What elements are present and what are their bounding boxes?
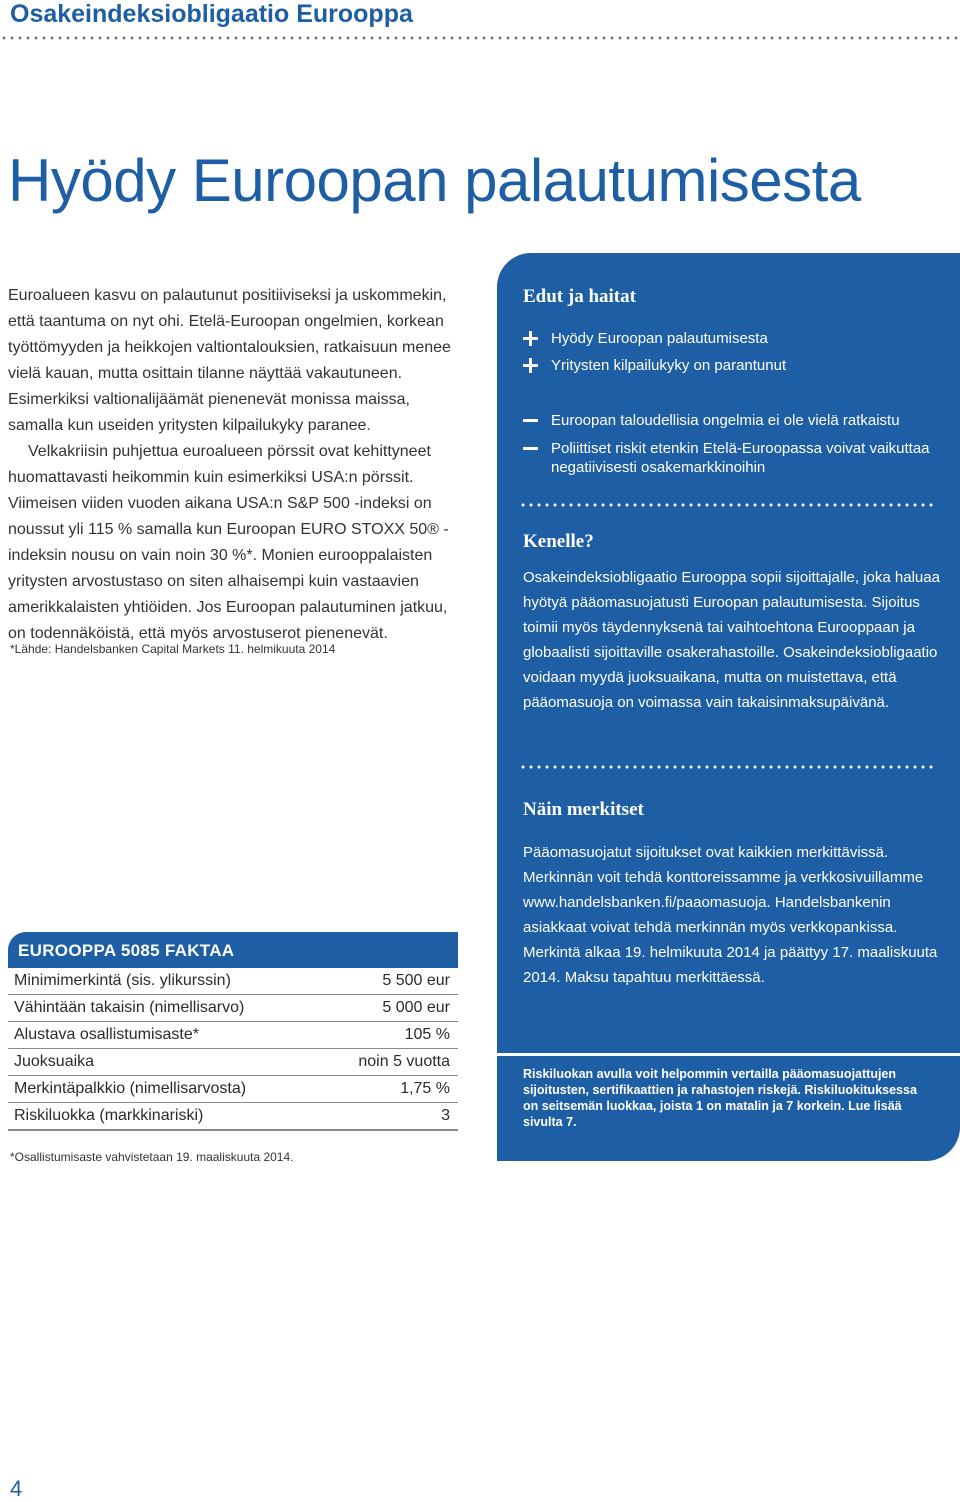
- info-panel: [497, 253, 960, 1158]
- facts-label: Alustava osallistumisaste*: [14, 1026, 199, 1043]
- facts-label: Minimimerkintä (sis. ylikurssin): [14, 972, 231, 989]
- pro-item-text: Yritysten kilpailukyky on parantunut: [551, 357, 787, 374]
- facts-label: Riskiluokka (markkinariski): [14, 1107, 204, 1124]
- document-header-title: Osakeindeksiobligaatio Eurooppa: [10, 0, 413, 28]
- page-title: Hyödy Euroopan palautumisesta: [8, 147, 861, 214]
- facts-value: noin 5 vuotta: [358, 1053, 450, 1070]
- facts-label: Merkintäpalkkio (nimellisarvosta): [14, 1080, 247, 1097]
- minus-icon: [523, 411, 539, 431]
- minus-icon: [523, 439, 539, 459]
- intro-paragraph-1: Euroalueen kasvu on palautunut positiiviseksi ja uskommekin, että taantuma on nyt ohi. Etelä-Euroopan ongelmien, korkean työttömyyden ja heikkojen valtiontalouksien, ratkaisuun menee vielä kauan, mutta osittain tilanne näyttää vakautuneen. Esimerkiksi valtionalijäämät pienenevät monissa maissa, samalla kun useiden yritysten kilpailukyky paranee.: [8, 287, 451, 434]
- intro-paragraph-2: Velkakriisin puhjettua euroalueen pörssit ovat kehittyneet huomattavasti heikommin kuin esimerkiksi USA:n pörssit. Viimeisen viiden vuoden aikana USA:n S&P 500 -indeksi on noussut yli 115 % samalla kun Euroopan EURO STOXX 50® -indeksin nousu on vain noin 30 %*. Monien eurooppalaisten yritysten arvostustaso on siten alhaisempi kuin vastaavien amerikkalaisten yhtiöiden. Jos Euroopan palautuminen jatkuu, on todennäköistä, että myös arvostuserot pienenevät.: [8, 443, 449, 642]
- con-item-text: Poliittiset riskit etenkin Etelä-Euroopassa voivat vaikuttaa negatiivisesti osakemarkkinoihin: [551, 440, 930, 476]
- facts-footnote: *Osallistumisaste vahvistetaan 19. maaliskuuta 2014.: [10, 1150, 294, 1164]
- pros-cons-heading: Edut ja haitat: [523, 286, 636, 307]
- panel-dotted-divider: [519, 765, 935, 769]
- facts-value: 3: [441, 1107, 450, 1124]
- header-dotted-divider: [0, 36, 960, 40]
- plus-icon: [523, 356, 539, 376]
- intro-text: [8, 283, 468, 647]
- facts-row: [8, 1076, 458, 1103]
- facts-label: Juoksuaika: [14, 1053, 95, 1070]
- facts-value: 5 500 eur: [382, 972, 450, 989]
- for-whom-heading: Kenelle?: [523, 531, 594, 552]
- facts-table: [8, 968, 458, 1131]
- page-number: 4: [10, 1476, 23, 1501]
- facts-row: [8, 1049, 458, 1076]
- facts-value: 1,75 %: [400, 1080, 450, 1097]
- subscribe-text: Pääomasuojatut sijoitukset ovat kaikkien merkittävissä. Merkinnän voit tehdä konttoreissamme ja verkkosivuillamme www.handelsbanken.fi/paaomasuoja. Handelsbankenin asiakkaat voivat tehdä merkinnän myös verkkopankissa. Merkintä alkaa 19. helmikuuta 2014 ja päättyy 17. maaliskuuta 2014. Maksu tapahtuu merkittäessä.: [523, 844, 938, 986]
- for-whom-text: Osakeindeksiobligaatio Eurooppa sopii sijoittajalle, joka haluaa hyötyä pääomasuojatusti Euroopan palautumisesta. Sijoitus toimii myös täydennyksenä tai vaihtoehtona Eurooppaan ja globaalisti sijoittaville osakerahastoille. Osakeindeksiobligaatio voidaan myydä juoksuaikana, mutta on muistettava, että pääomasuoja on voimassa vain takaisinmaksupäivänä.: [523, 569, 940, 711]
- facts-label: Vähintään takaisin (nimellisarvo): [14, 999, 245, 1016]
- facts-value: 5 000 eur: [382, 999, 450, 1016]
- facts-header: [8, 932, 458, 968]
- facts-title: EUROOPPA 5085 FAKTAA: [18, 941, 235, 960]
- subscribe-heading: Näin merkitset: [523, 799, 644, 820]
- risk-info-text: Riskiluokan avulla voit helpommin vertailla pääomasuojattujen sijoitusten, sertifikaattien ja rahastojen riskejä. Riskiluokituksessa on seitsemän luokkaa, joista 1 on matalin ja 7 korkein. Lue lisää sivulta 7.: [523, 1067, 917, 1129]
- facts-row: [8, 1103, 458, 1131]
- risk-info-box: [497, 1053, 960, 1161]
- panel-dotted-divider: [519, 503, 935, 507]
- plus-icon: [523, 329, 539, 349]
- con-item: [523, 439, 943, 477]
- facts-value: 105 %: [404, 1026, 450, 1043]
- con-item-text: Euroopan taloudellisia ongelmia ei ole vielä ratkaistu: [551, 412, 900, 429]
- facts-row: [8, 1022, 458, 1049]
- source-note: *Lähde: Handelsbanken Capital Markets 11. helmikuuta 2014: [10, 642, 336, 656]
- pro-item: [523, 356, 943, 375]
- con-item: [523, 411, 943, 430]
- facts-row: [8, 968, 458, 995]
- pro-item-text: Hyödy Euroopan palautumisesta: [551, 330, 768, 347]
- facts-row: [8, 995, 458, 1022]
- pro-item: [523, 329, 943, 348]
